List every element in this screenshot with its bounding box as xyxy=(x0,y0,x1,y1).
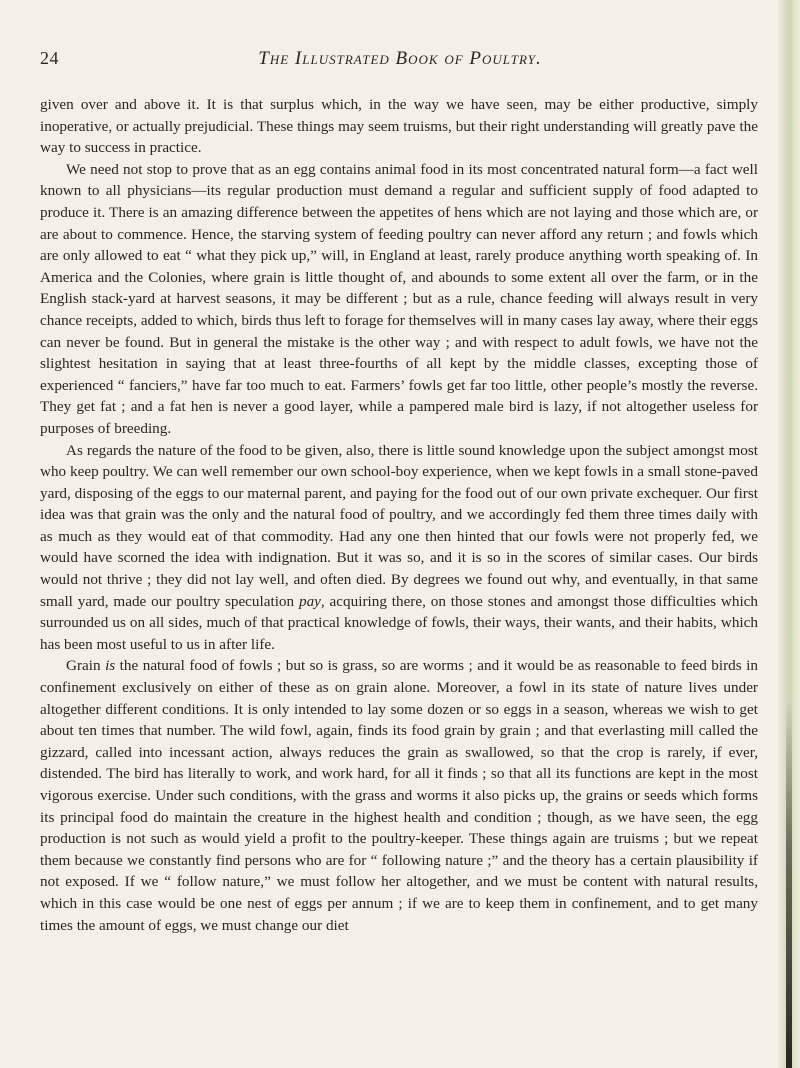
paragraph-text: We need not stop to prove that as an egg contains animal food in its most concentrated natural form—a fact well known to all physicians—its regular production must demand a regular and sufficient supply of food adapted to produce it. There is an amazing difference between the appetites of hens which are not laying and those which are, or are about to commence. Hence, the starving system of feeding poultry can never afford any return ; and fowls which are only allowed to eat “ what they pick up,” will, in England at least, rarely produce anything worth speaking of. In America and the Colonies, where grain is little thought of, and abounds to some extent all over the farm, or in the English stack-yard at harvest seasons, it may be different ; but as a rule, chance feeding will always result in very chance receipts, added to which, birds thus left to forage for themselves will in many cases lay away, where their eggs can never be found. But in general the mistake is the other way ; and with respect to adult fowls, we have not the slightest hesitation in saying that at least three-fourths of all kept by the middle classes, excepting those of experienced “ fanciers,” have far too much to eat. Farmers’ fowls get far too little, other people’s mostly the reverse. They get fat ; and a fat hen is never a good layer, while a pampered male bird is lazy, if not altogether useless for purposes of breeding. xyxy=(40,160,758,437)
paragraph-text: the natural food of fowls ; but so is grass, so are worms ; and it would be as reasonable to feed birds in confinement exclusively on either of these as on grain alone. Moreover, a fowl in its state of nature lives under altogether different conditions. It is only intended to lay some dozen or so eggs in a season, whereas we wish to get about ten times that number. The wild fowl, again, finds its food grain by grain ; and that everlasting mill called the gizzard, called into incessant action, always reduces the grain as swallowed, so that the crop is rarely, if ever, distended. The bird has literally to work, and work hard, for all it finds ; so that all its functions are kept in the most vigorous exercise. Under such conditions, with the grass and worms it also picks up, the grains or seeds which forms its principal food do maintain the creature in the highest health and condition ; though, as we have seen, the egg production is not such as would yield a profit to the poultry-keeper. These things again are truisms ; but we repeat them because we constantly find persons who are for “ following nature ;” and the theory has a certain plausibility if not exposed. If we “ follow nature,” we must follow her altogether, and we must be content with natural results, which in this case would be one nest of eggs per annum ; if we are to keep them in confinement, and to get many times the amount of eggs, we must change our diet xyxy=(40,657,758,934)
paragraph xyxy=(40,655,758,936)
body-text xyxy=(40,94,758,936)
paragraph-text: Grain xyxy=(66,657,106,675)
page-number: 24 xyxy=(40,48,59,68)
paragraph-text: given over and above it. It is that surplus which, in the way we have seen, may be either productive, simply inoperative, or actually prejudicial. These things may seem truisms, but their right understanding will greatly pave the way to success in practice. xyxy=(40,96,758,157)
paragraph-text: As regards the nature of the food to be given, also, there is little sound knowledge upon the subject amongst most who keep poultry. We can well remember our own school-boy experience, when we kept fowls in a small stone-paved yard, disposing of the eggs to our maternal parent, and paying for the food out of our own private exchequer. Our first idea was that grain was the only and the natural food of poultry, and we accordingly fed them three times daily with as much as they would eat of that commodity. Had any one then hinted that our fowls were not properly fed, we would have scorned the idea with indignation. But it was so, and it is so in the scores of similar cases. Our birds would not thrive ; they did not lay well, and often died. By degrees we found out why, and eventually, in that same small yard, made our poultry speculation xyxy=(40,441,758,610)
page-header xyxy=(40,48,760,78)
emphasized-text: pay xyxy=(298,592,321,610)
paragraph xyxy=(40,440,758,656)
paragraph-text: , acquiring there, on those stones and amongst those difficulties which surrounded us on all sides, much of that practical knowledge of fowls, their ways, their wants, and their habits, which has been most useful to us in after life. xyxy=(40,592,759,653)
paragraph xyxy=(40,159,758,440)
running-head: The Illustrated Book of Poultry. xyxy=(258,48,542,69)
page-edge-shadow xyxy=(786,700,792,1068)
emphasized-text: is xyxy=(105,657,116,675)
paragraph xyxy=(40,94,758,159)
